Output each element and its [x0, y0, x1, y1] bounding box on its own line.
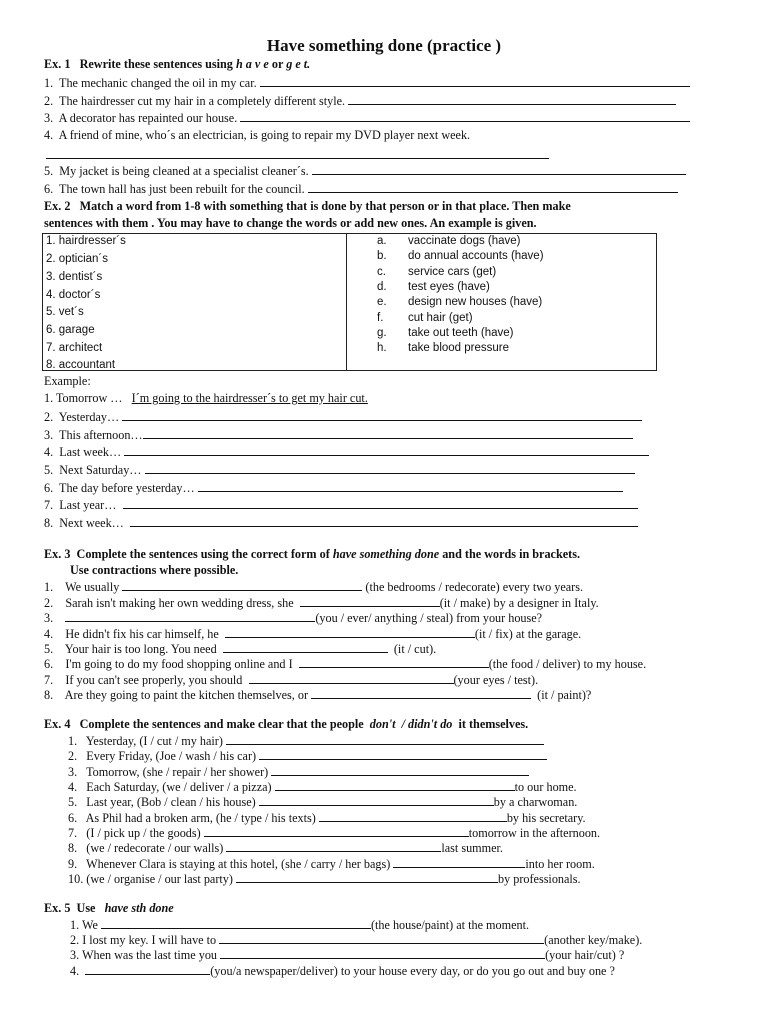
answer-blank[interactable] — [249, 672, 454, 684]
page-title: Have something done (practice ) — [266, 36, 502, 55]
task-letter: b. — [377, 250, 387, 262]
answer-blank[interactable] — [124, 444, 649, 456]
answer-blank[interactable] — [348, 93, 676, 105]
answer-blank[interactable] — [311, 687, 531, 699]
ex2-heading: Ex. 2 Match a word from 1-8 with something that is done by that person or in that place. Then make — [44, 199, 571, 213]
answer-blank[interactable] — [271, 764, 529, 776]
ex3-item: 6. I'm going to do my food shopping online and I (the food / deliver) to my house. — [44, 657, 647, 671]
ex4-item: 4. Each Saturday, (we / deliver / a pizza) to our home. — [68, 780, 577, 794]
ex3-label: Ex. 3 — [44, 547, 71, 561]
answer-blank[interactable] — [220, 947, 545, 959]
ex2-item: 7. Last year… — [44, 497, 638, 513]
task-letter: g. — [377, 327, 387, 339]
place-item: 2. optician´s — [46, 253, 109, 265]
task-letter: f. — [377, 312, 384, 324]
ex2-item: 5. Next Saturday… — [44, 462, 635, 478]
task-letter: d. — [377, 281, 387, 293]
answer-blank[interactable] — [145, 462, 635, 474]
ex3-item: 5. Your hair is too long. You need (it / cut). — [44, 642, 437, 656]
ex3-item: 2. Sarah isn't making her own wedding dress, she (it / make) by a designer in Italy. — [44, 596, 599, 610]
ex2-item: 3. This afternoon… — [44, 427, 633, 443]
place-item: 6. garage — [46, 324, 95, 336]
ex1-have: h a v e — [235, 57, 269, 71]
table-divider — [346, 233, 347, 371]
place-item: 1. hairdresser´s — [46, 235, 126, 247]
answer-blank[interactable] — [308, 181, 678, 193]
task-item: cut hair (get) — [408, 312, 473, 324]
ex1-item-4-line — [46, 147, 549, 163]
ex2-item: 6. The day before yesterday… — [44, 480, 623, 496]
ex1-item: 4. A friend of mine, who´s an electrician, is going to repair my DVD player next week. — [44, 128, 471, 142]
ex4-item: 1. Yesterday, (I / cut / my hair) — [68, 733, 544, 749]
answer-blank[interactable] — [300, 595, 440, 607]
matching-table — [42, 233, 657, 371]
ex4-item: 5. Last year, (Bob / clean / his house) by a charwoman. — [68, 795, 578, 809]
ex1-item: 2. The hairdresser cut my hair in a completely different style. — [44, 93, 676, 109]
ex4-item: 3. Tomorrow, (she / repair / her shower) — [68, 764, 529, 780]
ex5-label: Ex. 5 — [44, 901, 71, 915]
ex5-item: 4. (you/a newspaper/deliver) to your house every day, or do you go out and buy one ? — [70, 964, 615, 978]
task-item: take out teeth (have) — [408, 327, 514, 339]
ex1-item: 5. My jacket is being cleaned at a specialist cleaner´s. — [44, 163, 686, 179]
ex5-heading: Ex. 5 Use have sth done — [44, 901, 174, 915]
ex3-item: 1. We usually (the bedrooms / redecorate) every two years. — [44, 580, 583, 594]
answer-blank[interactable] — [226, 733, 544, 745]
answer-blank[interactable] — [259, 748, 547, 760]
answer-blank[interactable] — [122, 409, 642, 421]
answer-blank[interactable] — [223, 641, 388, 653]
ex1-item: 1. The mechanic changed the oil in my car. — [44, 75, 690, 91]
ex2-heading-line2: sentences with them . You may have to change the words or add new ones. An example is given. — [44, 216, 537, 230]
answer-blank[interactable] — [259, 794, 494, 806]
answer-blank[interactable] — [236, 871, 498, 883]
ex2-item: 4. Last week… — [44, 444, 649, 460]
ex3-item: 4. He didn't fix his car himself, he (it / fix) at the garage. — [44, 627, 582, 641]
task-letter: a. — [377, 235, 387, 247]
place-item: 7. architect — [46, 342, 103, 354]
answer-blank[interactable] — [299, 656, 489, 668]
ex5-item: 1. We (the house/paint) at the moment. — [70, 918, 530, 932]
answer-blank[interactable] — [240, 110, 690, 122]
example-answer: I´m going to the hairdresser´s to get my hair cut. — [131, 391, 368, 405]
ex1-item: 3. A decorator has repainted our house. — [44, 110, 690, 126]
answer-blank[interactable] — [198, 480, 623, 492]
task-letter: e. — [377, 296, 387, 308]
answer-blank[interactable] — [204, 825, 469, 837]
answer-blank[interactable] — [260, 75, 690, 87]
ex4-item: 9. Whenever Clara is staying at this hotel, (she / carry / her bags) into her room. — [68, 857, 595, 871]
ex3-heading-line2: Use contractions where possible. — [70, 563, 239, 577]
ex4-item: 7. (I / pick up / the goods) tomorrow in the afternoon. — [68, 826, 601, 840]
task-letter: c. — [377, 266, 386, 278]
ex3-heading: Ex. 3 Complete the sentences using the correct form of have something done and the words in brackets. — [44, 547, 581, 561]
ex3-item: 3. (you / ever/ anything / steal) from your house? — [44, 611, 543, 625]
answer-blank[interactable] — [85, 963, 210, 975]
ex4-item: 10. (we / organise / our last party) by professionals. — [68, 872, 581, 886]
answer-blank[interactable] — [275, 779, 515, 791]
task-item: vaccinate dogs (have) — [408, 235, 521, 247]
task-item: do annual accounts (have) — [408, 250, 544, 262]
ex4-item: 2. Every Friday, (Joe / wash / his car) — [68, 748, 547, 764]
ex1-or: or — [271, 57, 284, 71]
task-item: design new houses (have) — [408, 296, 543, 308]
answer-blank[interactable] — [122, 579, 362, 591]
place-item: 8. accountant — [46, 359, 116, 371]
answer-blank[interactable] — [143, 427, 633, 439]
ex4-item: 8. (we / redecorate / our walls) last summer. — [68, 841, 503, 855]
task-letter: h. — [377, 342, 387, 354]
ex4-heading: Ex. 4 Complete the sentences and make clear that the people don't / didn't do it themselves. — [44, 717, 529, 731]
place-item: 3. dentist´s — [46, 271, 103, 283]
task-item: test eyes (have) — [408, 281, 490, 293]
ex1-instruction: Rewrite these sentences using — [79, 57, 233, 71]
answer-blank[interactable] — [226, 840, 441, 852]
ex3-item: 7. If you can't see properly, you should (your eyes / test). — [44, 673, 539, 687]
answer-blank[interactable] — [219, 932, 544, 944]
example-label: Example: — [44, 374, 91, 388]
place-item: 4. doctor´s — [46, 289, 101, 301]
ex2-item: 8. Next week… — [44, 515, 638, 531]
answer-blank[interactable] — [123, 497, 638, 509]
ex1-heading — [44, 57, 310, 72]
ex4-label: Ex. 4 — [44, 717, 71, 731]
ex5-item: 3. When was the last time you (your hair/cut) ? — [70, 948, 625, 962]
answer-blank[interactable] — [130, 515, 638, 527]
answer-blank[interactable] — [65, 610, 315, 622]
place-item: 5. vet´s — [46, 306, 84, 318]
ex1-label: Ex. 1 — [44, 57, 71, 71]
task-item: take blood pressure — [408, 342, 510, 354]
answer-blank[interactable] — [393, 856, 525, 868]
answer-blank[interactable] — [225, 626, 475, 638]
task-item: service cars (get) — [408, 266, 497, 278]
answer-blank[interactable] — [101, 917, 371, 929]
answer-blank[interactable] — [312, 163, 686, 175]
example-line: 1. Tomorrow … I´m going to the hairdresser´s to get my hair cut. — [44, 391, 368, 405]
ex3-item: 8. Are they going to paint the kitchen themselves, or (it / paint)? — [44, 688, 592, 702]
answer-blank[interactable] — [319, 810, 507, 822]
ex4-item: 6. As Phil had a broken arm, (he / type / his texts) by his secretary. — [68, 811, 586, 825]
answer-blank[interactable] — [46, 147, 549, 159]
ex1-get: g e t. — [286, 57, 311, 71]
ex2-label: Ex. 2 — [44, 199, 71, 213]
ex5-item: 2. I lost my key. I will have to (another key/make). — [70, 933, 643, 947]
ex1-item: 6. The town hall has just been rebuilt for the council. — [44, 181, 678, 197]
ex2-item: 2. Yesterday… — [44, 409, 642, 425]
